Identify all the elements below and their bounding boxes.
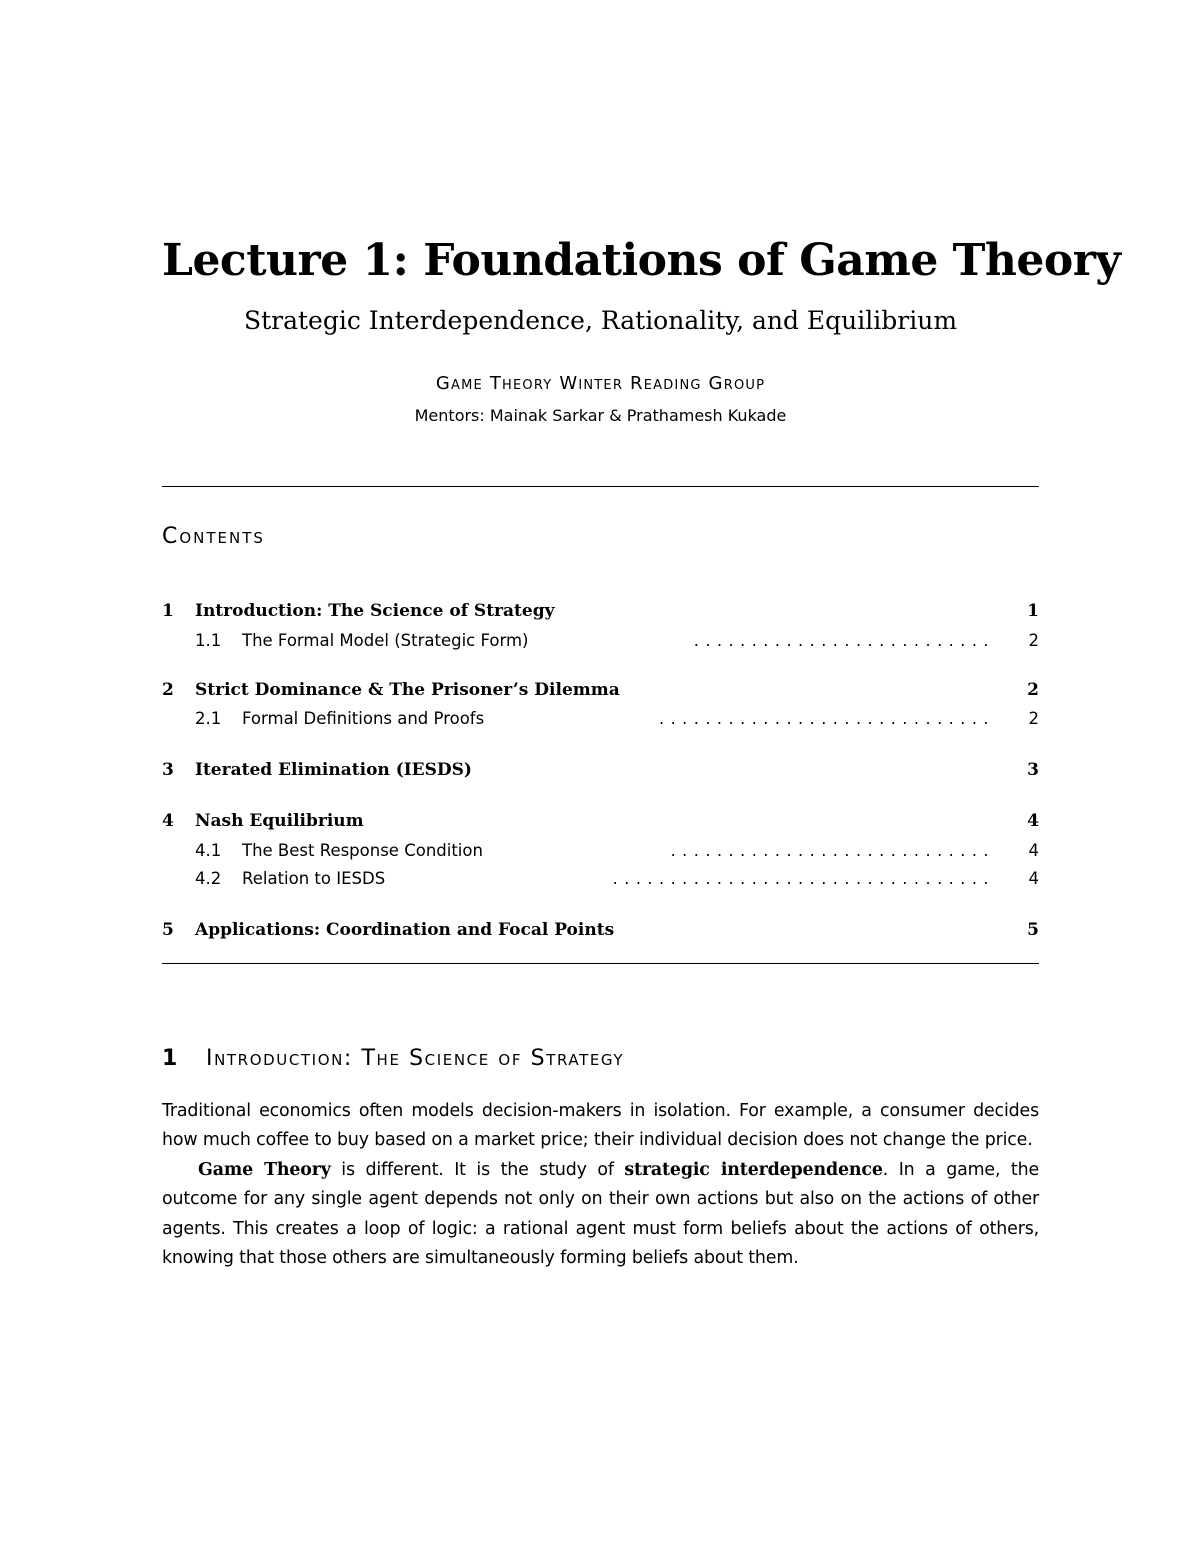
toc-entry-title: Introduction: The Science of Strategy	[195, 601, 555, 621]
document-title: Lecture 1: Foundations of Game Theory	[162, 235, 1121, 286]
toc-entry-page: 4	[1028, 841, 1039, 860]
toc-entry-2-1[interactable]	[162, 706, 1039, 732]
toc-entry-title: Strict Dominance & The Prisoner’s Dilemma	[195, 680, 620, 700]
toc-entry-page: 2	[1028, 709, 1039, 728]
toc-entry-title: Applications: Coordination and Focal Points	[195, 920, 615, 940]
toc-entry-number: 2.1	[195, 709, 222, 728]
toc-entry-page: 2	[1028, 631, 1039, 650]
toc-entry-number: 1	[162, 601, 174, 621]
toc-entry-page: 4	[1028, 869, 1039, 888]
paragraph-1: Traditional economics often models decision-makers in isolation. For example, a consumer decides how much coffee to buy based on a market price; their individual decision does not change the price.	[162, 1101, 1039, 1151]
section-number: 1	[162, 1046, 178, 1071]
contents-bottom-rule	[162, 963, 1039, 964]
toc-entry-title: Formal Definitions and Proofs	[242, 709, 485, 728]
toc-entry-1[interactable]	[162, 598, 1039, 624]
toc-leader-dots: ............................	[670, 841, 995, 860]
contents-heading: Contents	[162, 524, 265, 549]
paragraph-2-text-b: . In a game, the outcome for any single agent depends not only on their own actions but also on the actions of other agents. This creates a loop of logic: a rational agent must form beliefs about the actions of others, knowing that those others are simultaneously forming beliefs about them.	[162, 1159, 1039, 1269]
toc-entry-number: 5	[162, 920, 174, 940]
toc-entry-page: 2	[1027, 680, 1039, 700]
toc-entry-number: 1.1	[195, 631, 222, 650]
toc-entry-number: 2	[162, 680, 174, 700]
toc-entry-page: 1	[1027, 601, 1039, 621]
toc-entry-number: 4.1	[195, 841, 222, 860]
toc-entry-title: The Best Response Condition	[242, 841, 483, 860]
paragraph-2-text-a: is different. It is the study of	[330, 1159, 625, 1180]
paragraph-2	[162, 1156, 1039, 1274]
toc-entry-number: 3	[162, 760, 174, 780]
toc-entry-1-1[interactable]	[162, 628, 1039, 654]
contents-top-rule	[162, 486, 1039, 487]
term-game-theory: Game Theory	[198, 1159, 331, 1180]
toc-leader-dots: .............................	[659, 709, 995, 728]
toc-leader-dots: ..........................	[693, 631, 995, 650]
section-title: Introduction: The Science of Strategy	[206, 1046, 625, 1071]
toc-entry-5[interactable]	[162, 917, 1039, 943]
toc-entry-3[interactable]	[162, 757, 1039, 783]
reading-group-name: Game Theory Winter Reading Group	[435, 373, 766, 394]
toc-entry-page: 3	[1027, 760, 1039, 780]
toc-entry-title: Relation to IESDS	[242, 869, 386, 888]
toc-entry-2[interactable]	[162, 677, 1039, 703]
toc-entry-title: The Formal Model (Strategic Form)	[242, 631, 529, 650]
toc-entry-page: 4	[1027, 811, 1039, 831]
toc-entry-4-2[interactable]	[162, 866, 1039, 892]
toc-entry-title: Iterated Elimination (IESDS)	[195, 760, 472, 780]
term-strategic-interdependence: strategic interdependence	[624, 1159, 883, 1180]
toc-entry-number: 4.2	[195, 869, 222, 888]
document-page	[162, 0, 1121, 1553]
document-subtitle: Strategic Interdependence, Rationality, and Equilibrium	[243, 306, 958, 335]
toc-entry-title: Nash Equilibrium	[195, 811, 364, 831]
toc-entry-4[interactable]	[162, 808, 1039, 834]
section-1-body	[162, 1097, 1039, 1273]
mentors-line: Mentors: Mainak Sarkar & Prathamesh Kukade	[414, 406, 787, 425]
toc-entry-4-1[interactable]	[162, 838, 1039, 864]
toc-leader-dots: .................................	[612, 869, 995, 888]
toc-entry-page: 5	[1027, 920, 1039, 940]
toc-entry-number: 4	[162, 811, 174, 831]
